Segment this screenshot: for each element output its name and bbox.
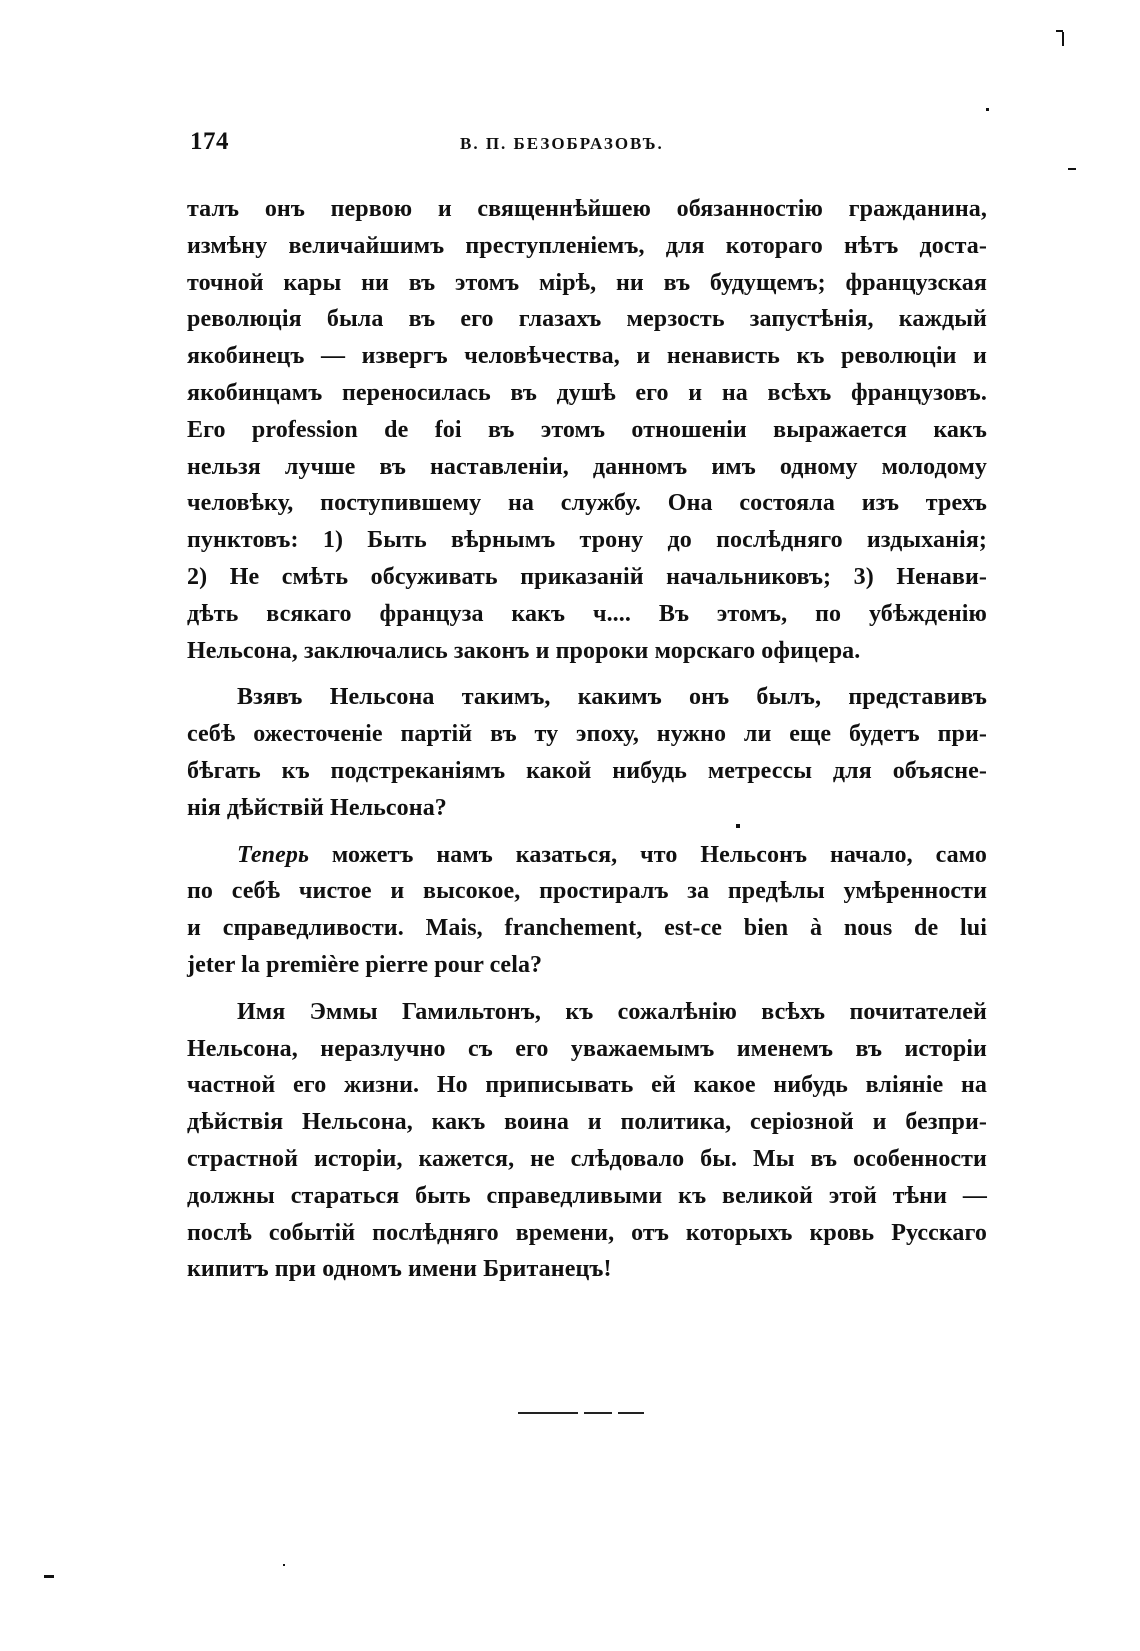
page-number: 174 [190,128,229,155]
text-line: революція была въ его глазахъ мерзость запустѣнія, каждый [187,306,987,333]
text-line: дѣть всякаго француза какъ ч.... Въ этомъ, по убѣжденію [187,600,987,627]
text-line: Его profession de foi въ этомъ отношеніи выражается какъ [187,416,987,443]
text-line: частной его жизни. Но приписывать ей какое нибудь вліяніе на [187,1072,987,1099]
text-line: дѣйствія Нельсона, какъ воина и политика, серіозной и безпри- [187,1109,987,1136]
text-line: страстной исторіи, кажется, не слѣдовало бы. Мы въ особенности [187,1145,987,1172]
text-line: jeter la première pierre pour cela? [187,951,543,978]
text-line: нія дѣйствій Нельсона? [187,794,447,821]
text-line: себѣ ожесточеніе партій въ ту эпоху, нужно ли еще будетъ при- [187,721,987,748]
text-line: Нельсона, заключались законъ и пророки морскаго офицера. [187,637,861,664]
body-text [187,191,987,1288]
text-line: нельзя лучше въ наставленіи, данномъ имъ одному молодому [187,453,987,480]
text-line: кипитъ при одномъ имени Британецъ! [187,1256,612,1283]
scan-speck [1056,30,1063,32]
text-line-rest: можетъ намъ казаться, что Нельсонъ начало, само [309,841,987,868]
text-line: якобинецъ — извергъ человѣчества, и ненависть къ революціи и [187,343,987,370]
text-line: якобинцамъ переносилась въ душѣ его и на всѣхъ французовъ. [187,379,987,406]
text-line: бѣгать къ подстреканіямъ какой нибудь метрессы для объясне- [187,757,987,784]
text-line: Нельсона, неразлучно съ его уважаемымъ именемъ въ исторіи [187,1035,987,1062]
text-line: должны стараться быть справедливыми къ великой этой тѣни — [187,1182,987,1209]
text-line: по себѣ чистое и высокое, простиралъ за предѣлы умѣренности [187,878,987,905]
text-line: пунктовъ: 1) Быть вѣрнымъ трону до послѣдняго издыханія; [187,527,987,554]
end-divider [518,1412,651,1414]
scan-speck [736,824,740,828]
scan-speck [1062,32,1064,46]
text-line [187,837,987,874]
text-line: талъ онъ первою и священнѣйшею обязанностію гражданина, [187,196,987,222]
running-head: В. П. БЕЗОБРАЗОВЪ. [460,134,664,153]
text-line: 2) Не смѣть обсуживать приказаній начальниковъ; 3) Ненави- [187,563,987,590]
text-line: Имя Эммы Гамильтонъ, къ сожалѣнію всѣхъ почитателей [237,998,987,1025]
text-line: измѣну величайшимъ преступленіемъ, для котораго нѣтъ доста- [187,232,987,259]
paragraph-1 [187,191,987,669]
paragraph-2 [187,679,987,826]
italic-word: Теперь [237,841,310,868]
scan-speck [1068,168,1076,170]
page-header [190,128,990,168]
scan-speck [44,1575,54,1578]
text-line: человѣку, поступившему на службу. Она состояла изъ трехъ [187,490,987,517]
text-line: послѣ событій послѣдняго времени, отъ которыхъ кровь Русскаго [187,1219,987,1246]
paragraph-3 [187,837,987,984]
text-line: Взявъ Нельсона такимъ, какимъ онъ былъ, представивъ [237,684,987,711]
scan-speck [986,108,989,111]
paragraph-4 [187,994,987,1288]
scan-speck [283,1564,285,1566]
text-line: точной кары ни въ этомъ мірѣ, ни въ будущемъ; французская [187,269,987,296]
text-line: и справедливости. Mais, franchement, est-ce bien à nous de lui [187,915,987,942]
